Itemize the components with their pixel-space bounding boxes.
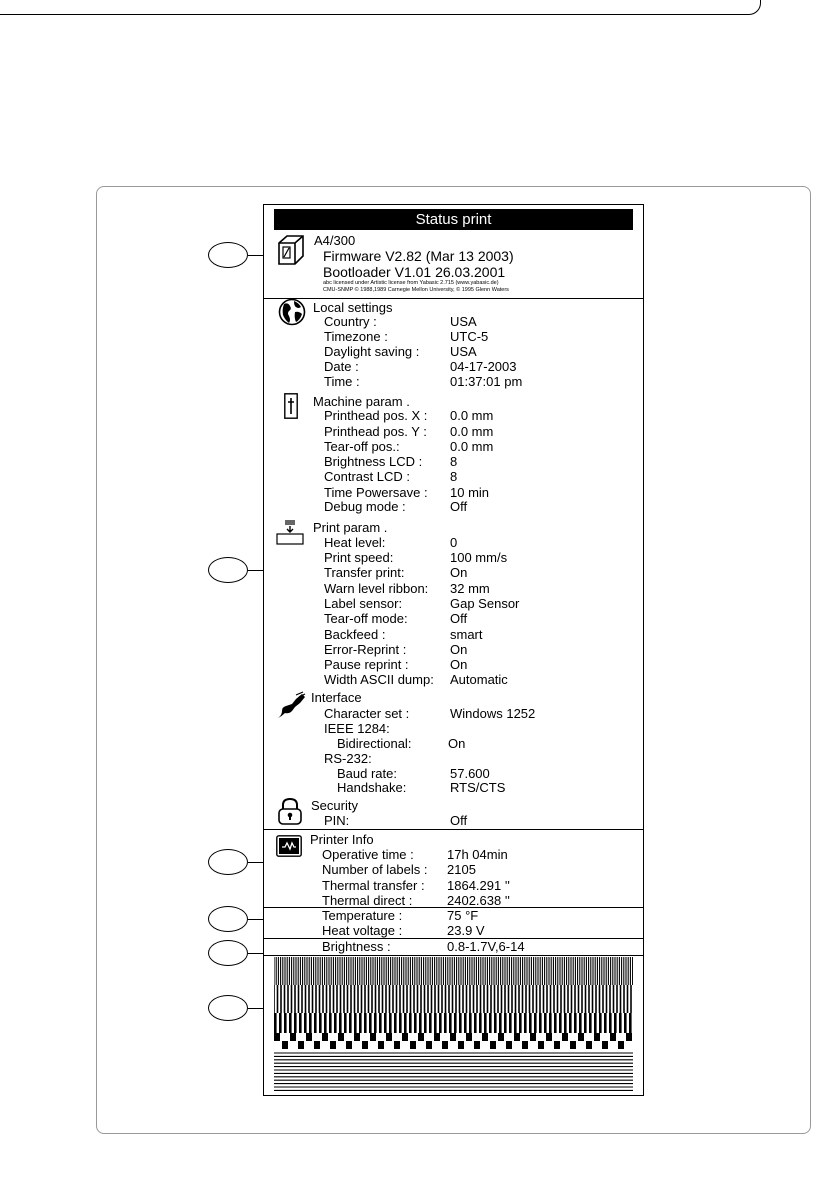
time-label: Time : (324, 374, 360, 389)
character-set-label: Character set : (324, 706, 410, 721)
thermal-direct-label: Thermal direct : (322, 893, 413, 908)
temperature-value: 75 °F (447, 908, 479, 923)
country-label: Country : (324, 314, 377, 329)
top-page-rule (0, 0, 761, 15)
time-powersave-value: 10 min (450, 485, 490, 500)
label-sensor-label: Label sensor: (324, 596, 403, 611)
operative-time-value: 17h 04min (447, 847, 508, 862)
waveform-monitor-icon (276, 835, 302, 857)
divider-2 (264, 829, 643, 830)
printhead-y-label: Printhead pos. Y : (324, 424, 427, 439)
callout-3 (208, 849, 248, 875)
padlock-icon (277, 797, 303, 825)
debug-mode-label: Debug mode : (324, 499, 406, 514)
transfer-print-value: On (450, 565, 468, 580)
temperature-label: Temperature : (322, 908, 403, 923)
callout-line-5 (248, 953, 264, 954)
printer-info-title: Printer Info (310, 832, 374, 847)
warn-level-ribbon-label: Warn level ribbon: (324, 581, 429, 596)
date-label: Date : (324, 359, 359, 374)
printhead-x-value: 0.0 mm (450, 408, 494, 423)
brightness-lcd-label: Brightness LCD : (324, 454, 423, 469)
thermal-transfer-label: Thermal transfer : (322, 878, 425, 893)
heat-voltage-label: Heat voltage : (322, 923, 403, 938)
error-reprint-value: On (450, 642, 468, 657)
backfeed-value: smart (450, 627, 483, 642)
transfer-print-label: Transfer print: (324, 565, 405, 580)
print-param-title: Print param . (313, 520, 388, 535)
date-value: 04-17-2003 (450, 359, 517, 374)
error-reprint-label: Error-Reprint : (324, 642, 407, 657)
daylight-saving-label: Daylight saving : (324, 344, 420, 359)
license-line-1: abc licensed under Artistic license from Yabasic 2.715 (www.yabasic.de) (323, 280, 499, 286)
callout-line-2 (248, 570, 264, 571)
callout-line-1 (248, 255, 264, 256)
divider-1 (264, 298, 643, 299)
brightness-lcd-value: 8 (450, 454, 458, 469)
security-title: Security (311, 798, 358, 813)
contrast-lcd-label: Contrast LCD : (324, 469, 410, 484)
print-speed-value: 100 mm/s (450, 550, 508, 565)
tear-off-pos-label: Tear-off pos.: (324, 439, 400, 454)
callout-5 (208, 940, 248, 966)
time-value: 01:37:01 pm (450, 374, 523, 389)
thermal-direct-value: 2402.638 '' (447, 893, 510, 908)
test-print-pattern (274, 957, 633, 1093)
globe-icon (277, 297, 307, 327)
handshake-label: Handshake: (337, 780, 407, 795)
label-sensor-value: Gap Sensor (450, 596, 520, 611)
bidirectional-label: Bidirectional: (337, 736, 412, 751)
firmware-version: Firmware V2.82 (Mar 13 2003) (323, 248, 514, 264)
warn-level-ribbon-value: 32 mm (450, 581, 490, 596)
width-ascii-dump-label: Width ASCII dump: (324, 672, 434, 687)
brightness-value: 0.8-1.7V,6-14 (447, 939, 525, 954)
bootloader-version: Bootloader V1.01 26.03.2001 (323, 264, 506, 280)
device-model: A4/300 (314, 233, 356, 248)
divider-5 (264, 955, 643, 956)
daylight-saving-value: USA (450, 344, 477, 359)
printhead-y-value: 0.0 mm (450, 424, 494, 439)
printhead-icon (284, 393, 298, 419)
callout-2 (208, 557, 248, 583)
width-ascii-dump-value: Automatic (450, 672, 508, 687)
tear-off-pos-value: 0.0 mm (450, 439, 494, 454)
print-speed-label: Print speed: (324, 550, 394, 565)
number-of-labels-label: Number of labels : (322, 862, 428, 877)
pause-reprint-label: Pause reprint : (324, 657, 409, 672)
character-set-value: Windows 1252 (450, 706, 536, 721)
interface-title: Interface (311, 690, 362, 705)
callout-6 (208, 995, 248, 1021)
callout-4 (208, 906, 248, 932)
printhead-x-label: Printhead pos. X : (324, 408, 428, 423)
heat-level-value: 0 (450, 535, 458, 550)
pause-reprint-value: On (450, 657, 468, 672)
rs-232-label: RS-232: (324, 751, 372, 766)
timezone-label: Timezone : (324, 329, 388, 344)
printer-cube-icon (276, 234, 306, 266)
pin-label: PIN: (324, 813, 350, 828)
handshake-value: RTS/CTS (450, 780, 506, 795)
country-value: USA (450, 314, 477, 329)
status-print-title: Status print (274, 209, 633, 230)
number-of-labels-value: 2105 (447, 862, 476, 877)
timezone-value: UTC-5 (450, 329, 489, 344)
contrast-lcd-value: 8 (450, 469, 458, 484)
tear-off-mode-label: Tear-off mode: (324, 611, 408, 626)
thermal-transfer-value: 1864.291 '' (447, 878, 510, 893)
machine-param-title: Machine param . (313, 394, 410, 409)
status-print-paper (263, 204, 644, 1096)
baud-rate-label: Baud rate: (337, 766, 397, 781)
local-settings-title: Local settings (313, 300, 393, 315)
ieee-1284-label: IEEE 1284: (324, 721, 390, 736)
license-line-2: CMU-SNMP © 1988,1989 Carnegie Mellon University, © 1995 Glenn Waters (323, 287, 509, 293)
callout-line-3 (248, 862, 264, 863)
tear-off-mode-value: Off (450, 611, 468, 626)
heat-voltage-value: 23.9 V (447, 923, 485, 938)
callout-1 (208, 242, 248, 268)
print-head-label-icon (276, 519, 304, 545)
heat-level-label: Heat level: (324, 535, 386, 550)
pin-value: Off (450, 813, 468, 828)
bidirectional-value: On (448, 736, 466, 751)
plug-connector-icon (276, 691, 306, 719)
baud-rate-value: 57.600 (450, 766, 490, 781)
backfeed-label: Backfeed : (324, 627, 386, 642)
callout-line-4 (248, 919, 264, 920)
brightness-label: Brightness : (322, 939, 391, 954)
time-powersave-label: Time Powersave : (324, 485, 428, 500)
debug-mode-value: Off (450, 499, 468, 514)
operative-time-label: Operative time : (322, 847, 414, 862)
callout-line-6 (248, 1008, 264, 1009)
